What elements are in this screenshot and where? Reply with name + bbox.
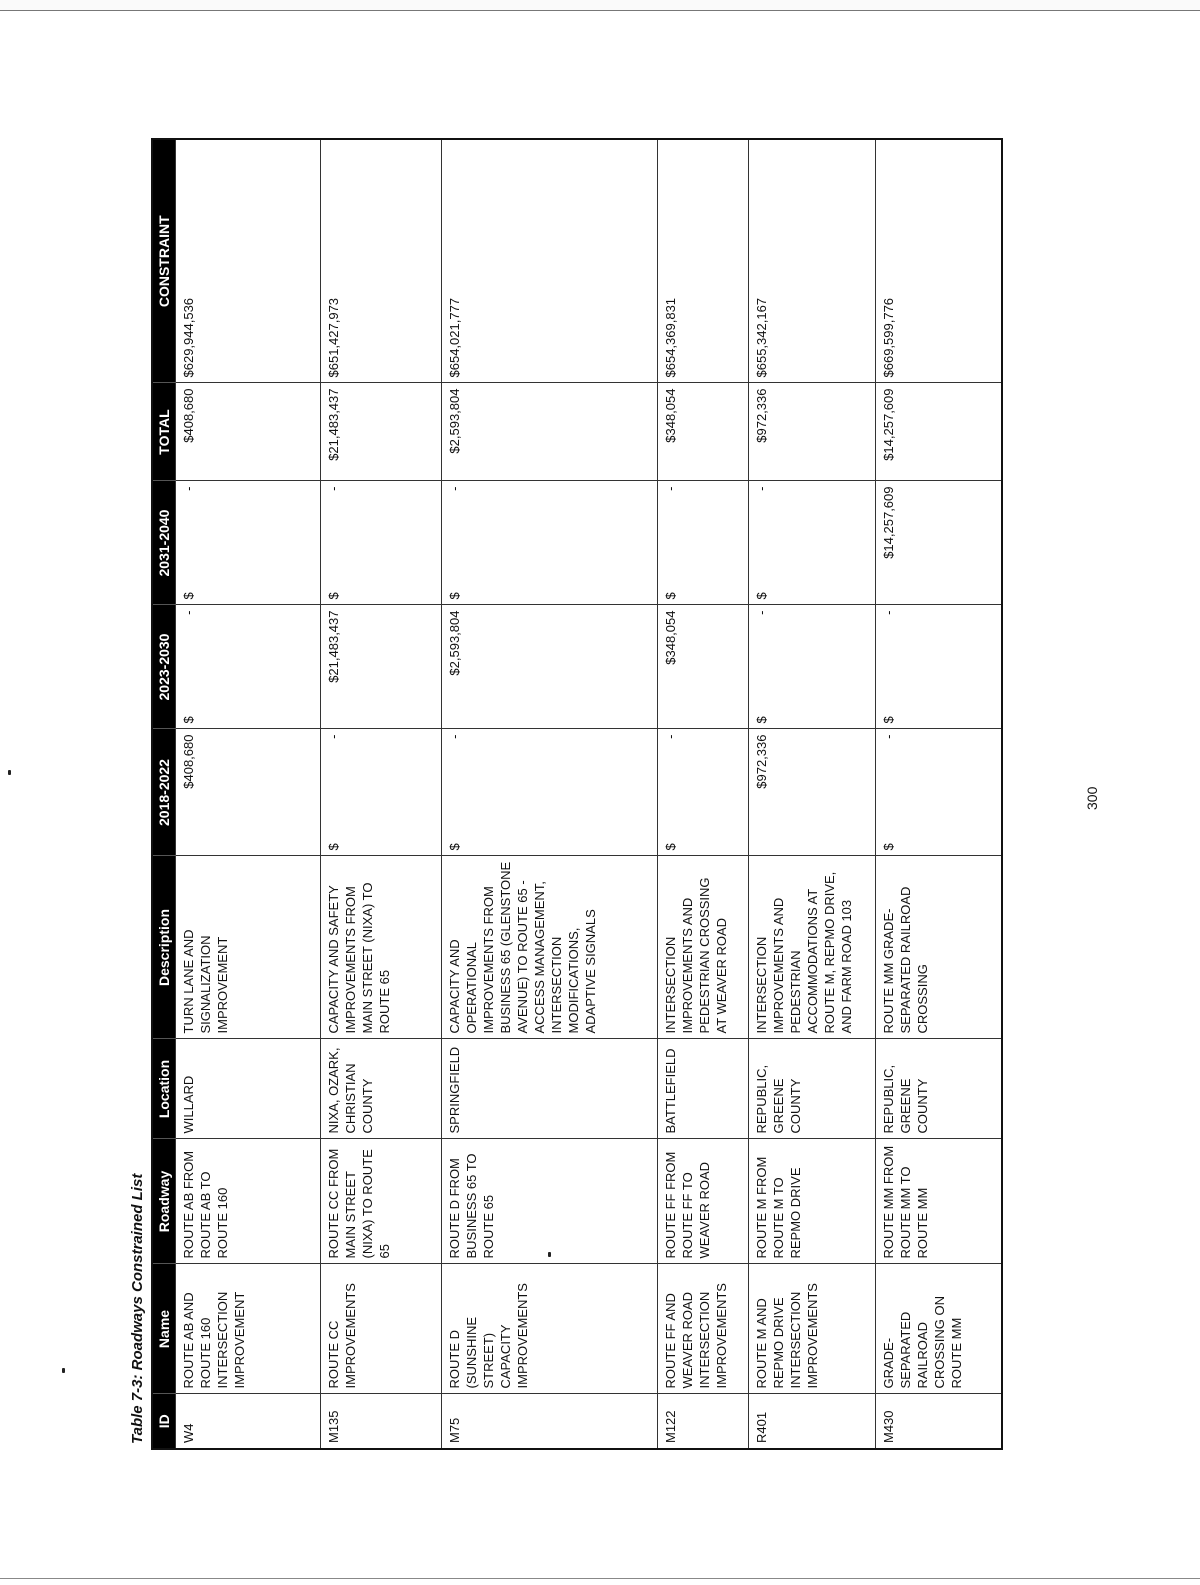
amount: $21,483,437: [326, 610, 341, 683]
cell-total: [749, 383, 876, 481]
amount: $2,593,804: [447, 610, 462, 676]
header-description: Description: [152, 856, 176, 1039]
header-2018-2022: 2018-2022: [152, 729, 176, 856]
cell-constraint: $655,342,167: [749, 139, 876, 383]
cell-id: R401: [749, 1394, 876, 1449]
table-row: [749, 139, 876, 1449]
cell-2031-2040: [321, 481, 442, 605]
table-row: [876, 139, 1003, 1449]
dollar-sign: $: [326, 843, 341, 851]
dollar-sign: $: [181, 716, 196, 724]
cell-description: INTERSECTION IMPROVEMENTS AND PEDESTRIAN ACCOMMODATIONS AT ROUTE M, REPMO DRIVE, AND FARM ROAD 103: [749, 856, 876, 1039]
cell-description: INTERSECTION IMPROVEMENTS AND PEDESTRIAN CROSSING AT WEAVER ROAD: [658, 856, 749, 1039]
cell-2018-2022: [442, 729, 658, 856]
dollar-sign: $: [754, 716, 769, 724]
amount: $972,336: [754, 388, 769, 443]
cell-name: ROUTE FF AND WEAVER ROAD INTERSECTION IMPROVEMENTS: [658, 1264, 749, 1394]
cell-roadway: ROUTE CC FROM MAIN STREET (NIXA) TO ROUTE 65: [321, 1139, 442, 1264]
dash-value: -: [447, 734, 462, 739]
table-title: Table 7-3: Roadways Constrained List: [129, 1173, 146, 1444]
amount: $408,680: [181, 734, 196, 789]
header-2023-2030: 2023-2030: [152, 605, 176, 729]
amount: $14,257,609: [881, 486, 896, 559]
dollar-sign: $: [447, 592, 462, 600]
page-number: 300: [1084, 786, 1100, 810]
scan-speck: [62, 1368, 65, 1373]
cell-2023-2030: [658, 605, 749, 729]
cell-2018-2022: [321, 729, 442, 856]
dollar-sign: $: [754, 592, 769, 600]
dollar-sign: $: [881, 716, 896, 724]
cell-roadway: ROUTE D FROM BUSINESS 65 TO ROUTE 65: [442, 1139, 658, 1264]
dollar-sign: $: [181, 592, 196, 600]
cell-2023-2030: [876, 605, 1003, 729]
dash-value: -: [181, 610, 196, 615]
dash-value: -: [881, 610, 896, 615]
dash-value: -: [663, 486, 678, 491]
cell-2018-2022: [876, 729, 1003, 856]
table-row: [176, 139, 321, 1449]
cell-total: [658, 383, 749, 481]
amount: $21,483,437: [326, 388, 341, 461]
scan-top-edge: [0, 0, 1200, 11]
cell-2031-2040: [658, 481, 749, 605]
cell-constraint: $629,944,536: [176, 139, 321, 383]
roadways-constrained-table: [151, 138, 1003, 1450]
cell-2018-2022: [749, 729, 876, 856]
cell-2031-2040: [176, 481, 321, 605]
dash-value: -: [754, 610, 769, 615]
cell-location: WILLARD: [176, 1039, 321, 1139]
cell-roadway: ROUTE M FROM ROUTE M TO REPMO DRIVE: [749, 1139, 876, 1264]
cell-total: [876, 383, 1003, 481]
dollar-sign: $: [447, 843, 462, 851]
table-row: [321, 139, 442, 1449]
cell-name: ROUTE M AND REPMO DRIVE INTERSECTION IMPROVEMENTS: [749, 1264, 876, 1394]
header-constraint: CONSTRAINT: [152, 139, 176, 383]
header-total: TOTAL: [152, 383, 176, 481]
cell-2023-2030: [176, 605, 321, 729]
cell-description: ROUTE MM GRADE-SEPARATED RAILROAD CROSSING: [876, 856, 1003, 1039]
cell-total: [442, 383, 658, 481]
cell-id: M430: [876, 1394, 1003, 1449]
table-header-row: [152, 139, 176, 1449]
table-row: [658, 139, 749, 1449]
cell-location: NIXA, OZARK, CHRISTIAN COUNTY: [321, 1039, 442, 1139]
cell-constraint: $669,599,776: [876, 139, 1003, 383]
cell-2031-2040: [749, 481, 876, 605]
amount: $348,054: [663, 610, 678, 665]
dash-value: -: [881, 734, 896, 739]
dash-value: -: [754, 486, 769, 491]
scan-speck: [8, 770, 11, 775]
header-roadway: Roadway: [152, 1139, 176, 1264]
cell-description: CAPACITY AND SAFETY IMPROVEMENTS FROM MAIN STREET (NIXA) TO ROUTE 65: [321, 856, 442, 1039]
amount: $408,680: [181, 388, 196, 443]
cell-location: BATTLEFIELD: [658, 1039, 749, 1139]
cell-id: M122: [658, 1394, 749, 1449]
cell-roadway: ROUTE FF FROM ROUTE FF TO WEAVER ROAD: [658, 1139, 749, 1264]
dollar-sign: $: [326, 592, 341, 600]
dollar-sign: $: [881, 843, 896, 851]
cell-2031-2040: [442, 481, 658, 605]
cell-2023-2030: [749, 605, 876, 729]
cell-constraint: $654,369,831: [658, 139, 749, 383]
cell-total: [321, 383, 442, 481]
cell-id: W4: [176, 1394, 321, 1449]
cell-id: M135: [321, 1394, 442, 1449]
cell-total: [176, 383, 321, 481]
rotated-page-content: [129, 140, 1100, 1450]
cell-2023-2030: [321, 605, 442, 729]
header-2031-2040: 2031-2040: [152, 481, 176, 605]
dollar-sign: $: [663, 592, 678, 600]
dash-value: -: [181, 486, 196, 491]
cell-name: GRADE-SEPARATED RAILROAD CROSSING ON ROUTE MM: [876, 1264, 1003, 1394]
header-id: ID: [152, 1394, 176, 1449]
dash-value: -: [326, 734, 341, 739]
cell-constraint: $651,427,973: [321, 139, 442, 383]
cell-2031-2040: [876, 481, 1003, 605]
cell-id: M75: [442, 1394, 658, 1449]
cell-name: ROUTE D (SUNSHINE STREET) CAPACITY IMPROVEMENTS: [442, 1264, 658, 1394]
cell-description: TURN LANE AND SIGNALIZATION IMPROVEMENT: [176, 856, 321, 1039]
amount: $2,593,804: [447, 388, 462, 454]
cell-2023-2030: [442, 605, 658, 729]
cell-name: ROUTE AB AND ROUTE 160 INTERSECTION IMPROVEMENT: [176, 1264, 321, 1394]
dash-value: -: [447, 486, 462, 491]
dash-value: -: [663, 734, 678, 739]
dollar-sign: $: [663, 843, 678, 851]
cell-roadway: ROUTE MM FROM ROUTE MM TO ROUTE MM: [876, 1139, 1003, 1264]
cell-location: REPUBLIC, GREENE COUNTY: [876, 1039, 1003, 1139]
table-row: [442, 139, 658, 1449]
cell-roadway: ROUTE AB FROM ROUTE AB TO ROUTE 160: [176, 1139, 321, 1264]
amount: $972,336: [754, 734, 769, 789]
amount: $14,257,609: [881, 388, 896, 461]
amount: $348,054: [663, 388, 678, 443]
cell-description: CAPACITY AND OPERATIONAL IMPROVEMENTS FROM BUSINESS 65 (GLENSTONE AVENUE) TO ROUTE 65 - ACCESS MANAGEMENT, INTERSECTION MODIFICATIONS, ADAPTIVE SIGNALS: [442, 856, 658, 1039]
header-location: Location: [152, 1039, 176, 1139]
cell-constraint: $654,021,777: [442, 139, 658, 383]
cell-location: SPRINGFIELD: [442, 1039, 658, 1139]
header-name: Name: [152, 1264, 176, 1394]
cell-2018-2022: [658, 729, 749, 856]
cell-location: REPUBLIC, GREENE COUNTY: [749, 1039, 876, 1139]
cell-2018-2022: [176, 729, 321, 856]
cell-name: ROUTE CC IMPROVEMENTS: [321, 1264, 442, 1394]
dash-value: -: [326, 486, 341, 491]
